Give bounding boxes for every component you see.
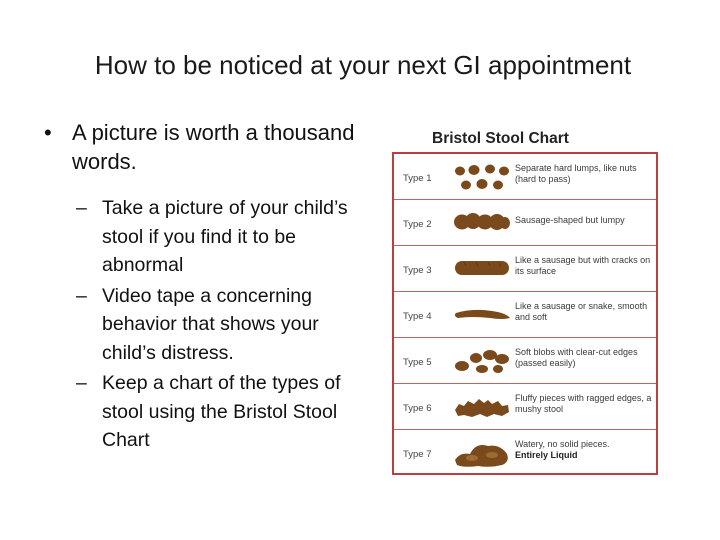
sub-bullet-item (40, 369, 370, 455)
stool-type-6-image (452, 384, 512, 430)
slide-title: How to be noticed at your next GI appointment (94, 50, 632, 80)
type-description: Sausage-shaped but lumpy (515, 215, 625, 225)
type-label: Type 2 (403, 219, 432, 230)
type-description: Like a sausage or snake, smooth and soft (515, 301, 648, 322)
bullet-item (40, 118, 370, 176)
chart-row-type-6 (394, 384, 656, 430)
stool-type-3-image (452, 246, 512, 292)
type-label: Type 7 (403, 449, 432, 460)
sub-bullet-list (40, 194, 370, 455)
chart-row-type-2 (394, 200, 656, 246)
bristol-chart-title: Bristol Stool Chart (432, 130, 569, 147)
stool-type-7-image (452, 430, 512, 476)
stool-type-4-image (452, 292, 512, 338)
bullet-list (40, 118, 370, 457)
type-description-emphasis: Entirely Liquid (515, 450, 578, 460)
type-description: Fluffy pieces with ragged edges, a mushy stool (515, 393, 652, 414)
chart-row-type-3 (394, 246, 656, 292)
bullet-text: A picture is worth a thousand words. (72, 120, 355, 174)
sub-bullet-dash: – (76, 197, 87, 219)
stool-type-1-image (452, 154, 512, 200)
sub-bullet-dash: – (76, 284, 87, 307)
stool-type-2-image (452, 200, 512, 246)
stool-type-5-image (452, 338, 512, 384)
type-label: Type 5 (403, 357, 432, 368)
type-description: Soft blobs with clear-cut edges (passed easily) (515, 347, 638, 368)
bristol-stool-chart (392, 152, 658, 475)
chart-row-type-4 (394, 292, 656, 338)
sub-bullet-item (40, 194, 370, 280)
type-label: Type 4 (403, 311, 432, 322)
type-description (515, 439, 657, 461)
type-label: Type 1 (403, 173, 432, 184)
sub-bullet-text: Video tape a concerning behavior that shows your child’s distress. (102, 284, 319, 364)
sub-bullet-text: Take a picture of your child’s stool if you find it to be abnormal (102, 197, 348, 276)
sub-bullet-dash: – (76, 372, 87, 394)
chart-row-type-1 (394, 154, 656, 200)
type-label: Type 3 (403, 265, 432, 276)
chart-row-type-7 (394, 430, 656, 476)
type-label: Type 6 (403, 403, 432, 414)
sub-bullet-item (40, 282, 370, 368)
type-description: Separate hard lumps, like nuts (hard to pass) (515, 163, 637, 184)
chart-row-type-5 (394, 338, 656, 384)
bullet-dot: • (44, 120, 52, 145)
type-description-text: Watery, no solid pieces. (515, 439, 610, 449)
type-description: Like a sausage but with cracks on its surface (515, 255, 651, 276)
sub-bullet-text: Keep a chart of the types of stool using the Bristol Stool Chart (102, 372, 341, 451)
